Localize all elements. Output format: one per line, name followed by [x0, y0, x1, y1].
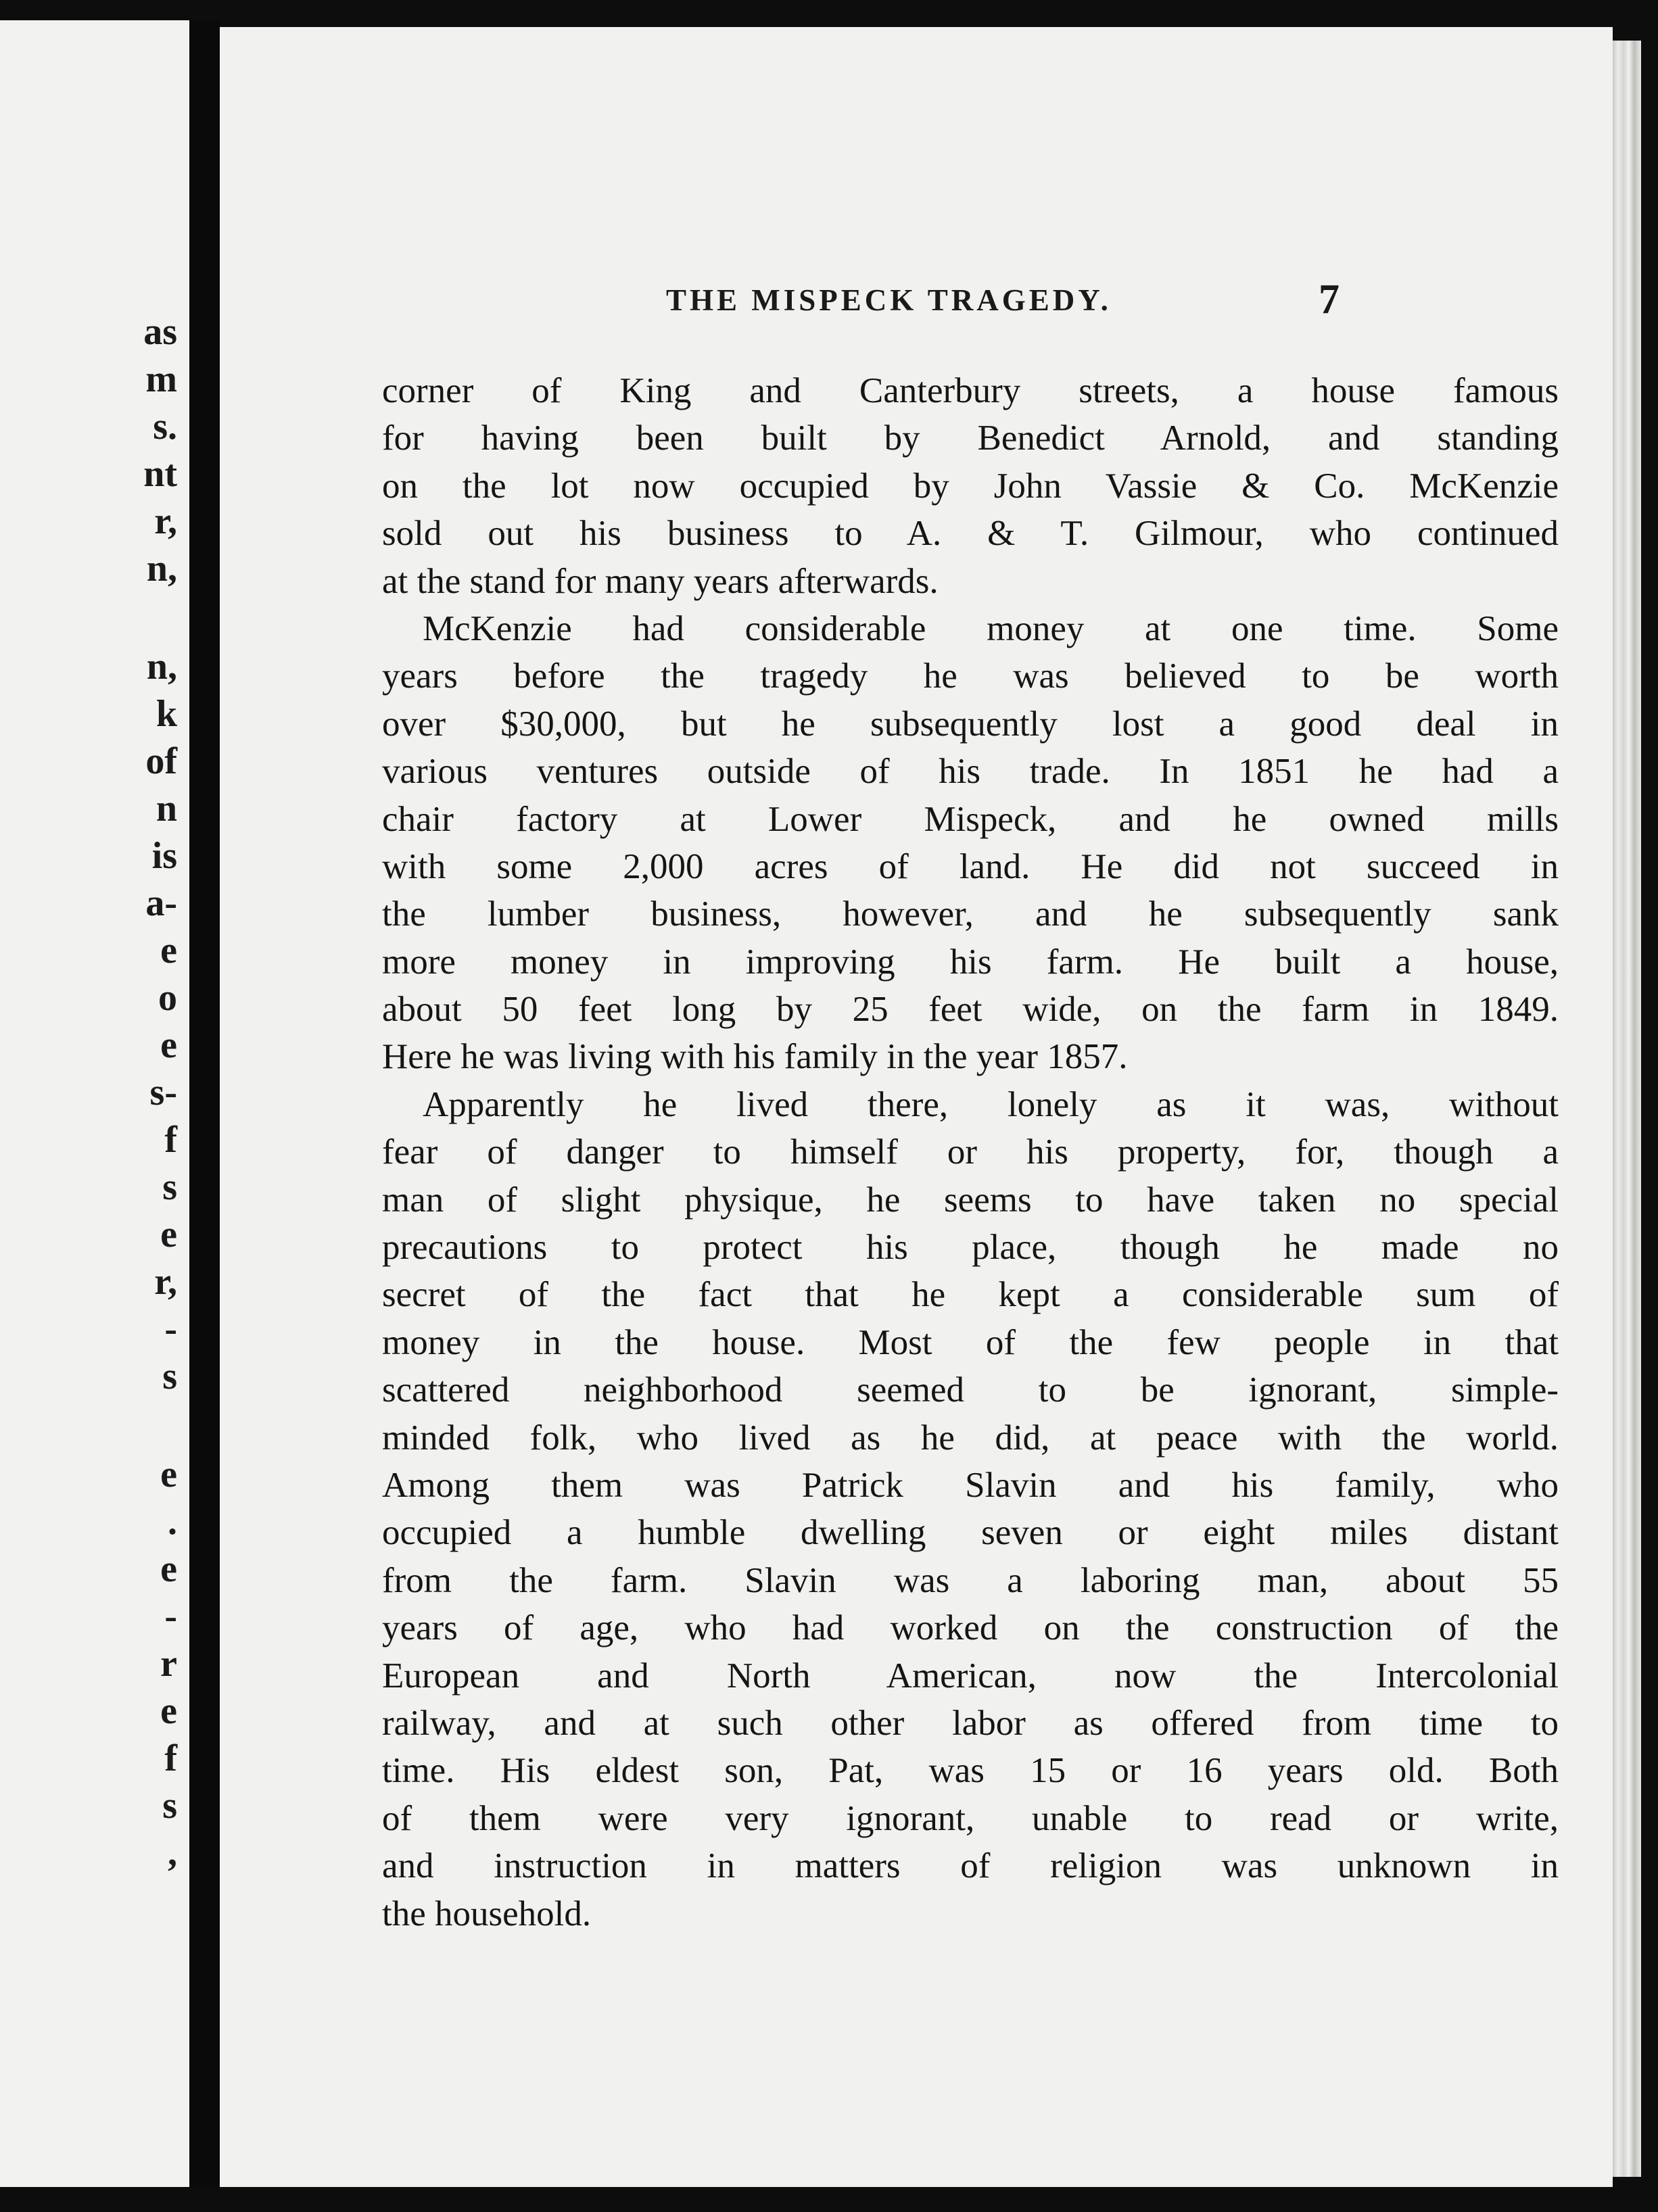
text-line: Here he was living with his family in the year 1857. — [382, 1037, 1128, 1077]
text-line: European and North American, now the Intercolonial — [382, 1656, 1559, 1696]
facing-page-text-fragment: r — [160, 1643, 177, 1685]
facing-page-text-fragment: a- — [145, 882, 177, 924]
text-line: the household. — [382, 1894, 592, 1933]
facing-page-text-fragment: s. — [153, 406, 177, 448]
text-line: for having been built by Benedict Arnold, and standing — [382, 418, 1559, 458]
paragraph — [382, 367, 1559, 605]
text-line: secret of the fact that he kept a considerable sum of — [382, 1275, 1559, 1315]
facing-page-text-fragment: n, — [146, 548, 177, 590]
text-line: McKenzie had considerable money at one time. Some — [423, 608, 1559, 648]
text-line: precautions to protect his place, though he made no — [382, 1228, 1559, 1268]
text-line: occupied a humble dwelling seven or eight miles distant — [382, 1513, 1559, 1553]
facing-page-fragment — [0, 20, 189, 2187]
text-line: from the farm. Slavin was a laboring man, about 55 — [382, 1560, 1559, 1600]
running-head — [220, 276, 1613, 330]
text-line: with some 2,000 acres of land. He did not succeed in — [382, 846, 1559, 886]
facing-page-text-fragment: - — [164, 1595, 177, 1637]
facing-page-text-fragment: n, — [146, 646, 177, 688]
running-head-title: THE MISPECK TRAGEDY. — [666, 283, 1112, 317]
facing-page-text-fragment: s — [162, 1355, 177, 1397]
text-line: about 50 feet long by 25 feet wide, on the farm in 1849. — [382, 990, 1559, 1030]
facing-page-text-fragment: e — [160, 1690, 177, 1732]
facing-page-text-fragment: . — [168, 1501, 177, 1543]
text-line: various ventures outside of his trade. In 1851 he had a — [382, 752, 1559, 792]
facing-page-text-fragment: f — [164, 1119, 177, 1161]
facing-page-text-fragment: e — [160, 1213, 177, 1255]
book-page — [220, 27, 1613, 2187]
text-line: Apparently he lived there, lonely as it was, without — [423, 1084, 1559, 1124]
text-line: years before the tragedy he was believed to be worth — [382, 656, 1559, 696]
text-line: on the lot now occupied by John Vassie & Co. McKenzie — [382, 466, 1559, 506]
page-number: 7 — [1319, 276, 1340, 322]
text-line: corner of King and Canterbury streets, a house famous — [382, 371, 1559, 410]
facing-page-text-fragment: of — [145, 740, 177, 782]
facing-page-text-fragment: n — [156, 788, 177, 830]
text-line: at the stand for many years afterwards. — [382, 561, 939, 601]
facing-page-text-fragment: nt — [143, 453, 177, 495]
facing-page-text-fragment: k — [156, 693, 177, 735]
book-gutter — [189, 20, 220, 2187]
facing-page-text-fragment: o — [158, 977, 177, 1019]
text-line: fear of danger to himself or his property, for, though a — [382, 1132, 1559, 1172]
facing-page-text-fragment: e — [160, 930, 177, 971]
text-line: money in the house. Most of the few people in that — [382, 1322, 1559, 1362]
facing-page-text-fragment: s- — [149, 1072, 177, 1113]
facing-page-text-fragment: - — [164, 1308, 177, 1350]
text-line: scattered neighborhood seemed to be ignorant, simple- — [382, 1370, 1559, 1410]
text-line: of them were very ignorant, unable to read or write, — [382, 1798, 1559, 1838]
text-line: more money in improving his farm. He built a house, — [382, 942, 1559, 982]
facing-page-text-fragment: r, — [154, 500, 177, 542]
body-text — [382, 367, 1559, 1938]
facing-page-text-fragment: s — [162, 1166, 177, 1208]
text-line: chair factory at Lower Mispeck, and he owned mills — [382, 799, 1559, 839]
facing-page-text-fragment: e — [160, 1453, 177, 1495]
text-line: man of slight physique, he seems to have taken no special — [382, 1180, 1559, 1220]
page-edge-stack — [1613, 41, 1641, 2177]
text-line: minded folk, who lived as he did, at peace with the world. — [382, 1418, 1559, 1458]
facing-page-text-fragment: s — [162, 1785, 177, 1827]
facing-page-text-fragment: r, — [154, 1261, 177, 1303]
facing-page-text-fragment: f — [164, 1737, 177, 1779]
text-line: years of age, who had worked on the construction of the — [382, 1608, 1559, 1648]
facing-page-text-fragment: as — [143, 311, 177, 353]
text-line: railway, and at such other labor as offered from time to — [382, 1703, 1559, 1743]
paragraph — [382, 1081, 1559, 1938]
text-line: sold out his business to A. & T. Gilmour, who continued — [382, 514, 1559, 554]
facing-page-text-fragment: e — [160, 1024, 177, 1066]
text-line: the lumber business, however, and he subsequently sank — [382, 894, 1559, 934]
paragraph — [382, 605, 1559, 1081]
text-line: and instruction in matters of religion was unknown in — [382, 1846, 1559, 1886]
text-line: time. His eldest son, Pat, was 15 or 16 years old. Both — [382, 1751, 1559, 1791]
text-line: Among them was Patrick Slavin and his family, who — [382, 1465, 1559, 1505]
facing-page-text-fragment: e — [160, 1548, 177, 1590]
facing-page-text-fragment: , — [168, 1832, 177, 1874]
facing-page-text-fragment: is — [151, 835, 177, 877]
facing-page-text-fragment: m — [145, 358, 177, 400]
text-line: over $30,000, but he subsequently lost a good deal in — [382, 704, 1559, 744]
